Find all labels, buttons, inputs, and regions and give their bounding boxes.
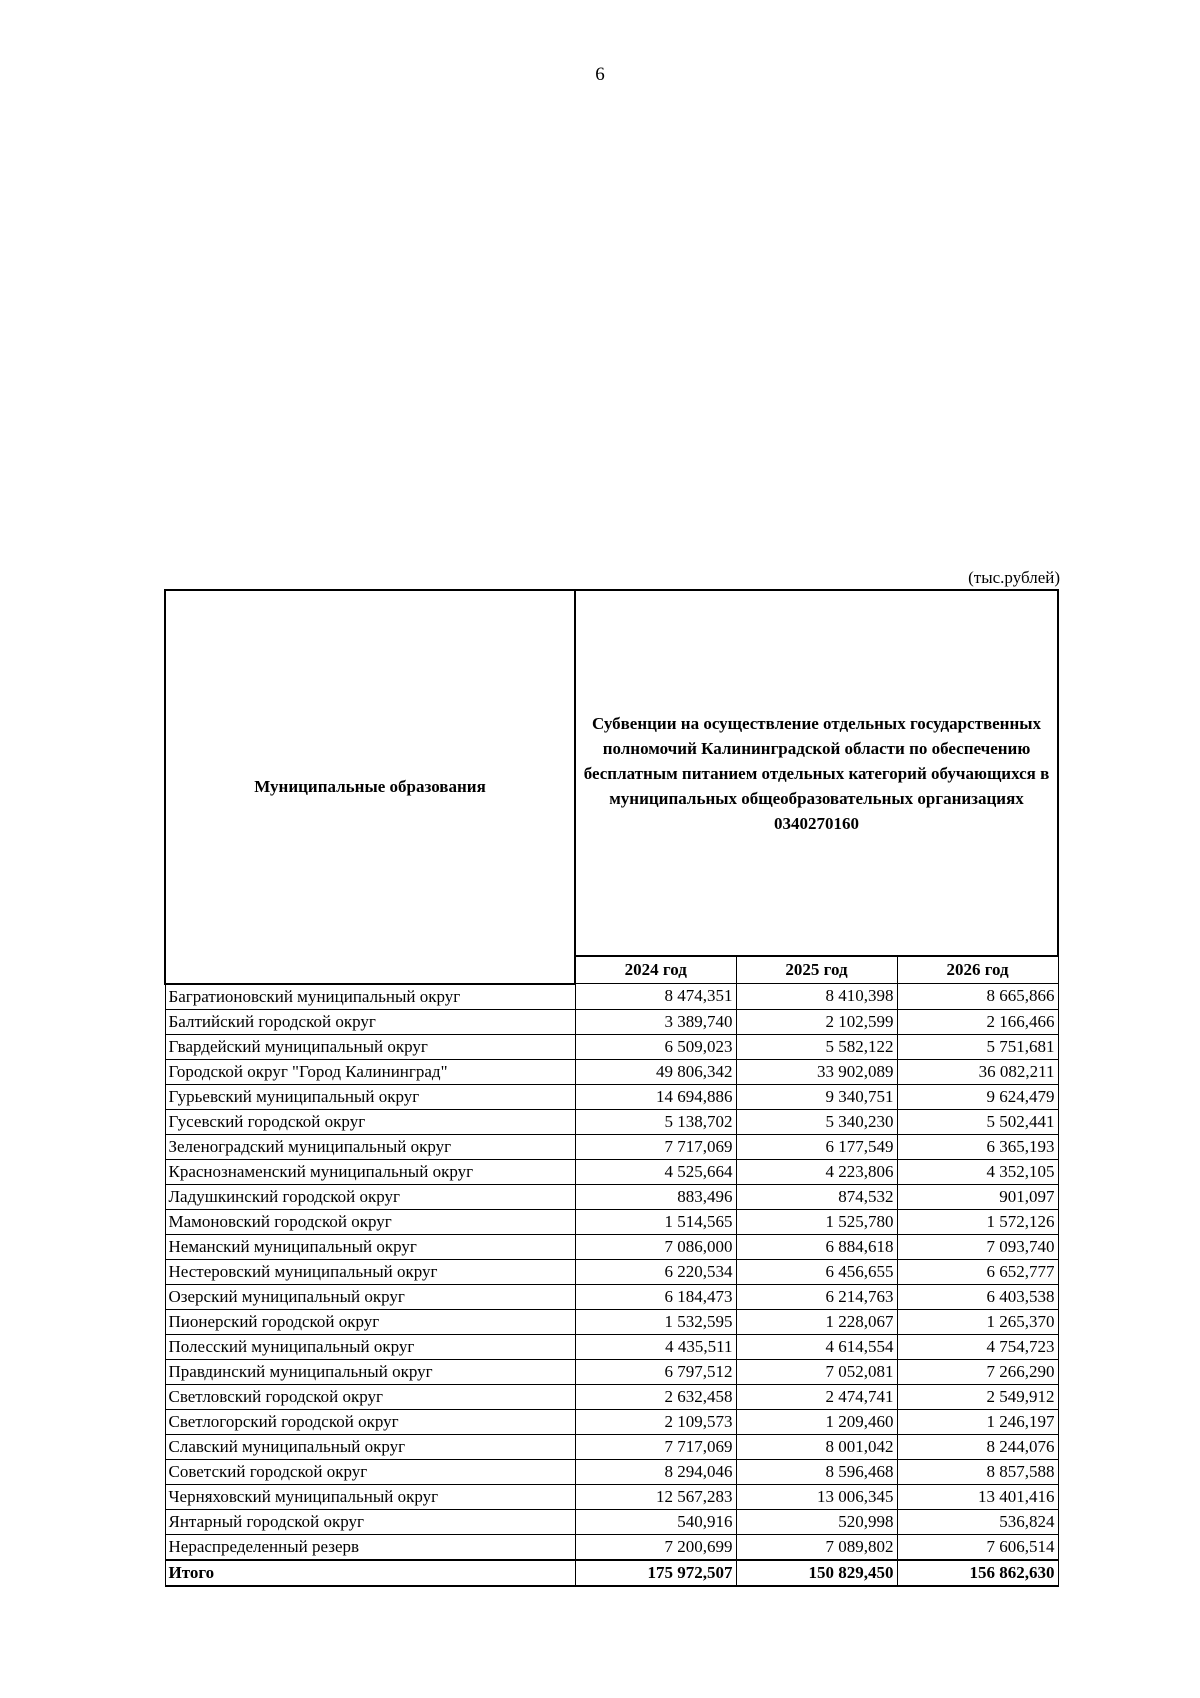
municipality-name: Озерский муниципальный округ <box>165 1284 575 1309</box>
amount-cell: 7 052,081 <box>736 1359 897 1384</box>
amount-cell: 4 754,723 <box>897 1334 1058 1359</box>
municipality-name: Светлогорский городской округ <box>165 1409 575 1434</box>
table-row <box>165 1509 1058 1534</box>
amount-cell: 8 665,866 <box>897 984 1058 1010</box>
unit-label: (тыс.рублей) <box>968 568 1060 587</box>
amount-cell: 5 582,122 <box>736 1034 897 1059</box>
amount-cell: 13 006,345 <box>736 1484 897 1509</box>
table-row <box>165 1309 1058 1334</box>
amount-cell: 1 532,595 <box>575 1309 736 1334</box>
amount-cell: 7 717,069 <box>575 1134 736 1159</box>
amount-cell: 8 410,398 <box>736 984 897 1010</box>
municipality-name: Городской округ "Город Калининград" <box>165 1059 575 1084</box>
amount-cell: 883,496 <box>575 1184 736 1209</box>
amount-cell: 2 549,912 <box>897 1384 1058 1409</box>
municipality-name: Нераспределенный резерв <box>165 1534 575 1560</box>
table-row <box>165 1459 1058 1484</box>
table-row <box>165 984 1058 1010</box>
amount-cell: 8 294,046 <box>575 1459 736 1484</box>
amount-cell: 7 266,290 <box>897 1359 1058 1384</box>
amount-cell: 5 138,702 <box>575 1109 736 1134</box>
table-row <box>165 1134 1058 1159</box>
amount-cell: 5 340,230 <box>736 1109 897 1134</box>
amount-cell: 1 572,126 <box>897 1209 1058 1234</box>
amount-cell: 6 884,618 <box>736 1234 897 1259</box>
amount-cell: 7 200,699 <box>575 1534 736 1560</box>
amount-cell: 5 751,681 <box>897 1034 1058 1059</box>
amount-cell: 6 365,193 <box>897 1134 1058 1159</box>
amount-cell: 13 401,416 <box>897 1484 1058 1509</box>
subvention-code: 0340270160 <box>774 813 860 833</box>
table-row <box>165 1534 1058 1560</box>
table-row <box>165 1434 1058 1459</box>
subvention-table <box>164 589 1059 1587</box>
amount-cell: 4 435,511 <box>575 1334 736 1359</box>
municipality-name: Советский городской округ <box>165 1459 575 1484</box>
amount-cell: 8 001,042 <box>736 1434 897 1459</box>
amount-cell: 1 265,370 <box>897 1309 1058 1334</box>
amount-cell: 520,998 <box>736 1509 897 1534</box>
municipality-name: Гурьевский муниципальный округ <box>165 1084 575 1109</box>
amount-cell: 7 086,000 <box>575 1234 736 1259</box>
table-row <box>165 1109 1058 1134</box>
amount-cell: 36 082,211 <box>897 1059 1058 1084</box>
municipality-name: Нестеровский муниципальный округ <box>165 1259 575 1284</box>
amount-cell: 2 474,741 <box>736 1384 897 1409</box>
table-row <box>165 1009 1058 1034</box>
amount-cell: 49 806,342 <box>575 1059 736 1084</box>
amount-cell: 7 717,069 <box>575 1434 736 1459</box>
municipality-name: Гусевский городской округ <box>165 1109 575 1134</box>
page-number: 6 <box>595 64 605 85</box>
amount-cell: 6 177,549 <box>736 1134 897 1159</box>
amount-cell: 1 525,780 <box>736 1209 897 1234</box>
table-row <box>165 1334 1058 1359</box>
year-header-2024: 2024 год <box>575 956 736 984</box>
amount-cell: 6 652,777 <box>897 1259 1058 1284</box>
municipality-name: Ладушкинский городской округ <box>165 1184 575 1209</box>
total-row <box>165 1560 1058 1586</box>
amount-cell: 2 102,599 <box>736 1009 897 1034</box>
total-amount: 175 972,507 <box>575 1560 736 1586</box>
amount-cell: 9 340,751 <box>736 1084 897 1109</box>
amount-cell: 6 797,512 <box>575 1359 736 1384</box>
amount-cell: 4 614,554 <box>736 1334 897 1359</box>
amount-cell: 6 184,473 <box>575 1284 736 1309</box>
municipality-name: Зеленоградский муниципальный округ <box>165 1134 575 1159</box>
table-row <box>165 1209 1058 1234</box>
municipality-name: Полесский муниципальный округ <box>165 1334 575 1359</box>
subvention-title: Субвенции на осуществление отдельных государственных полномочий Калининградской области по обеспечению бесплатным питанием отдельных категорий обучающихся в муниципальных общеобразовательных организациях <box>583 713 1050 808</box>
municipality-name: Балтийский городской округ <box>165 1009 575 1034</box>
amount-cell: 6 403,538 <box>897 1284 1058 1309</box>
amount-cell: 8 244,076 <box>897 1434 1058 1459</box>
total-amount: 150 829,450 <box>736 1560 897 1586</box>
table-row <box>165 1059 1058 1084</box>
amount-cell: 2 109,573 <box>575 1409 736 1434</box>
amount-cell: 1 209,460 <box>736 1409 897 1434</box>
table-row <box>165 1034 1058 1059</box>
municipality-name: Янтарный городской округ <box>165 1509 575 1534</box>
amount-cell: 540,916 <box>575 1509 736 1534</box>
municipality-name: Правдинский муниципальный округ <box>165 1359 575 1384</box>
amount-cell: 12 567,283 <box>575 1484 736 1509</box>
amount-cell: 7 093,740 <box>897 1234 1058 1259</box>
subvention-header <box>575 590 1058 956</box>
amount-cell: 33 902,089 <box>736 1059 897 1084</box>
table-row <box>165 1184 1058 1209</box>
amount-cell: 1 228,067 <box>736 1309 897 1334</box>
year-header-2026: 2026 год <box>897 956 1058 984</box>
table-row <box>165 1159 1058 1184</box>
amount-cell: 536,824 <box>897 1509 1058 1534</box>
amount-cell: 5 502,441 <box>897 1109 1058 1134</box>
municipality-name: Краснознаменский муниципальный округ <box>165 1159 575 1184</box>
amount-cell: 7 606,514 <box>897 1534 1058 1560</box>
municipality-name: Пионерский городской округ <box>165 1309 575 1334</box>
amount-cell: 4 352,105 <box>897 1159 1058 1184</box>
amount-cell: 6 509,023 <box>575 1034 736 1059</box>
amount-cell: 6 214,763 <box>736 1284 897 1309</box>
amount-cell: 6 220,534 <box>575 1259 736 1284</box>
amount-cell: 2 166,466 <box>897 1009 1058 1034</box>
year-header-2025: 2025 год <box>736 956 897 984</box>
amount-cell: 4 525,664 <box>575 1159 736 1184</box>
table-row <box>165 1234 1058 1259</box>
municipality-name: Черняховский муниципальный округ <box>165 1484 575 1509</box>
municipality-name: Неманский муниципальный округ <box>165 1234 575 1259</box>
municipality-column-header: Муниципальные образования <box>165 590 575 984</box>
table-row <box>165 1384 1058 1409</box>
amount-cell: 8 474,351 <box>575 984 736 1010</box>
amount-cell: 7 089,802 <box>736 1534 897 1560</box>
amount-cell: 8 857,588 <box>897 1459 1058 1484</box>
total-label: Итого <box>165 1560 575 1586</box>
amount-cell: 1 246,197 <box>897 1409 1058 1434</box>
table-row <box>165 1359 1058 1384</box>
amount-cell: 2 632,458 <box>575 1384 736 1409</box>
amount-cell: 3 389,740 <box>575 1009 736 1034</box>
amount-cell: 8 596,468 <box>736 1459 897 1484</box>
table-row <box>165 1084 1058 1109</box>
amount-cell: 901,097 <box>897 1184 1058 1209</box>
amount-cell: 1 514,565 <box>575 1209 736 1234</box>
amount-cell: 6 456,655 <box>736 1259 897 1284</box>
total-amount: 156 862,630 <box>897 1560 1058 1586</box>
table-row <box>165 1409 1058 1434</box>
amount-cell: 4 223,806 <box>736 1159 897 1184</box>
municipality-name: Славский муниципальный округ <box>165 1434 575 1459</box>
municipality-name: Светловский городской округ <box>165 1384 575 1409</box>
table-row <box>165 1284 1058 1309</box>
municipality-name: Мамоновский городской округ <box>165 1209 575 1234</box>
municipality-name: Багратионовский муниципальный округ <box>165 984 575 1010</box>
amount-cell: 14 694,886 <box>575 1084 736 1109</box>
municipality-name: Гвардейский муниципальный округ <box>165 1034 575 1059</box>
amount-cell: 874,532 <box>736 1184 897 1209</box>
table-row <box>165 1484 1058 1509</box>
amount-cell: 9 624,479 <box>897 1084 1058 1109</box>
table-row <box>165 1259 1058 1284</box>
